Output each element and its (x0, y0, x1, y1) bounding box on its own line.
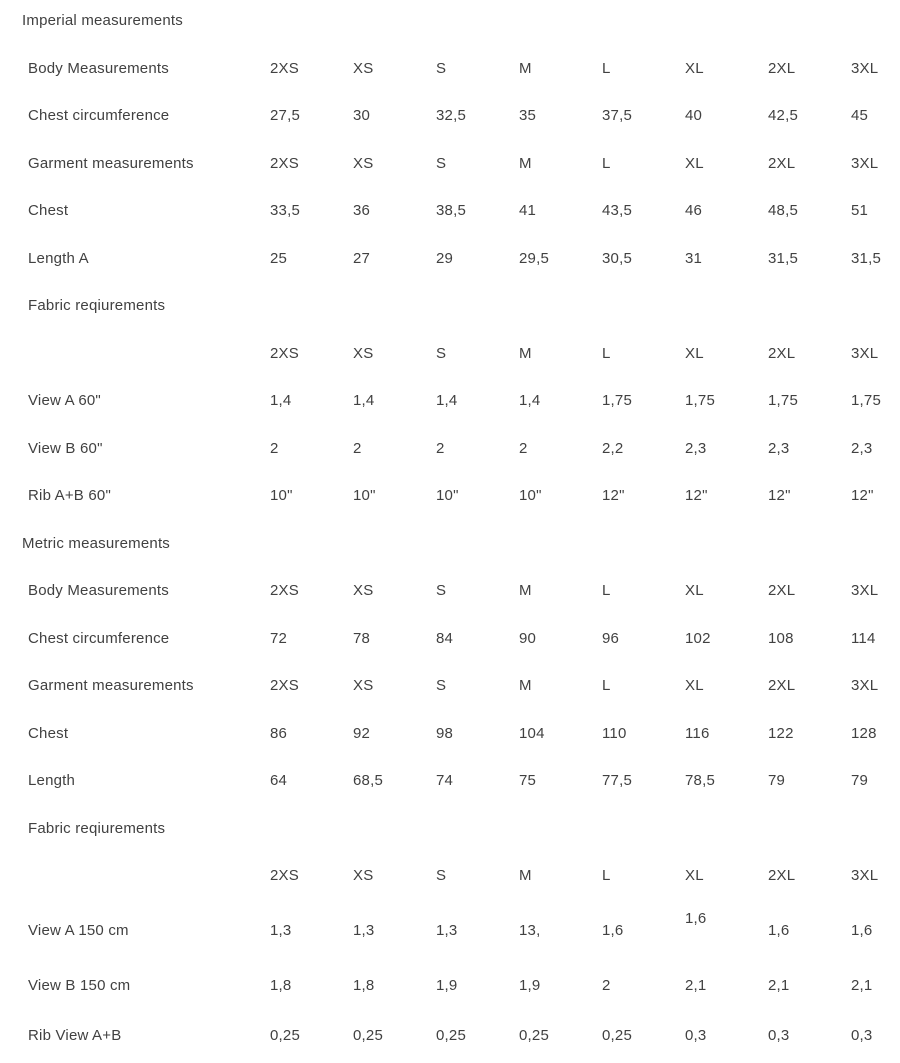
cell-rib-ab-60-xl: 12" (685, 487, 708, 504)
chest-metric-row (0, 724, 900, 772)
cell-view-a-150-s: 1,3 (436, 921, 458, 939)
cell-chest-imperial-l: 43,5 (602, 202, 632, 219)
metric-heading-label: Metric measurements (22, 534, 171, 552)
cell-body-measurements-metric-2xl: 2XL (768, 582, 796, 599)
cell-view-a-60-m: 1,4 (519, 392, 541, 409)
cell-length-metric-l: 77,5 (602, 772, 632, 789)
cell-body-measurements-imperial-3xl: 3XL (851, 59, 879, 77)
cell-garment-measurements-imperial-l: L (602, 154, 611, 172)
cell-view-b-150-s: 1,9 (436, 977, 458, 994)
cell-body-measurements-imperial-2xs: 2XS (270, 59, 299, 77)
cell-chest-imperial-3xl: 51 (851, 202, 869, 219)
chest-circumference-imperial-row (0, 106, 900, 154)
cell-view-b-60-3xl: 2,3 (851, 439, 873, 457)
garment-measurements-metric-row (0, 676, 900, 724)
cell-garment-measurements-metric-l: L (602, 677, 611, 694)
cell-chest-circumference-imperial-m: 35 (519, 107, 537, 124)
cell-chest-circumference-imperial-xl: 40 (685, 107, 703, 124)
cell-chest-circumference-imperial-2xs: 27,5 (270, 107, 300, 124)
cell-chest-circumference-metric-l: 96 (602, 629, 620, 647)
cell-length-metric-2xs: 64 (270, 772, 288, 789)
fabric-reqiurements-imperial-label: Fabric reqiurements (28, 297, 166, 314)
cell-sizes-metric-xs: XS (353, 867, 374, 884)
cell-chest-metric-m: 104 (519, 724, 545, 742)
fabric-reqiurements-metric-label: Fabric reqiurements (28, 819, 166, 837)
cell-sizes-metric-3xl: 3XL (851, 867, 879, 884)
cell-chest-circumference-metric-2xs: 72 (270, 629, 288, 647)
garment-measurements-metric-label: Garment measurements (28, 677, 194, 694)
cell-sizes-imperial-2xl: 2XL (768, 344, 796, 362)
cell-sizes-imperial-s: S (436, 344, 447, 362)
cell-length-a-2xs: 25 (270, 249, 288, 267)
cell-body-measurements-metric-3xl: 3XL (851, 582, 879, 599)
view-a-150-label: View A 150 cm (28, 921, 129, 939)
cell-view-b-60-m: 2 (519, 439, 528, 457)
cell-view-a-60-s: 1,4 (436, 392, 458, 409)
cell-chest-circumference-imperial-xs: 30 (353, 107, 371, 124)
rib-view-ab-label: Rib View A+B (28, 1026, 122, 1044)
cell-garment-measurements-metric-xs: XS (353, 677, 374, 694)
cell-body-measurements-imperial-xl: XL (685, 59, 704, 77)
cell-rib-ab-60-2xl: 12" (768, 487, 791, 504)
body-measurements-metric-row (0, 581, 900, 629)
rib-view-ab-row (0, 1026, 900, 1063)
cell-length-metric-2xl: 79 (768, 772, 786, 789)
cell-length-metric-s: 74 (436, 772, 454, 789)
cell-chest-circumference-metric-3xl: 114 (851, 629, 876, 647)
sizes-imperial-row (0, 344, 900, 392)
cell-chest-metric-3xl: 128 (851, 724, 877, 742)
cell-sizes-imperial-l: L (602, 344, 611, 362)
cell-length-metric-xl: 78,5 (685, 772, 715, 789)
cell-garment-measurements-imperial-3xl: 3XL (851, 154, 879, 172)
cell-body-measurements-imperial-m: M (519, 59, 532, 77)
cell-length-metric-xs: 68,5 (353, 772, 383, 789)
cell-length-metric-m: 75 (519, 772, 537, 789)
chest-imperial-row (0, 201, 900, 249)
fabric-reqiurements-metric-row (0, 819, 900, 867)
cell-rib-ab-60-xs: 10" (353, 487, 376, 504)
cell-body-measurements-metric-xs: XS (353, 582, 374, 599)
cell-length-a-xs: 27 (353, 249, 371, 267)
cell-view-a-150-2xs: 1,3 (270, 921, 292, 939)
chest-circumference-metric-row (0, 629, 900, 677)
chest-metric-label: Chest (28, 724, 69, 742)
view-a-60-label: View A 60" (28, 392, 101, 409)
cell-view-b-150-m: 1,9 (519, 977, 541, 994)
sizes-metric-row (0, 866, 900, 914)
cell-sizes-imperial-xs: XS (353, 344, 374, 362)
cell-chest-circumference-metric-2xl: 108 (768, 629, 794, 647)
cell-chest-imperial-2xs: 33,5 (270, 202, 300, 219)
cell-view-b-60-l: 2,2 (602, 439, 624, 457)
body-measurements-metric-label: Body Measurements (28, 582, 169, 599)
cell-view-a-150-xs: 1,3 (353, 921, 375, 939)
cell-view-a-60-2xs: 1,4 (270, 392, 292, 409)
cell-view-b-150-l: 2 (602, 977, 611, 994)
cell-garment-measurements-metric-2xs: 2XS (270, 677, 299, 694)
cell-body-measurements-metric-m: M (519, 582, 532, 599)
cell-chest-metric-2xl: 122 (768, 724, 794, 742)
chest-circumference-metric-label: Chest circumference (28, 629, 170, 647)
cell-view-b-60-s: 2 (436, 439, 445, 457)
rib-ab-60-row (0, 486, 900, 534)
cell-sizes-imperial-3xl: 3XL (851, 344, 879, 362)
cell-garment-measurements-imperial-m: M (519, 154, 532, 172)
imperial-heading-row (0, 11, 900, 59)
cell-view-a-150-3xl: 1,6 (851, 921, 873, 939)
cell-garment-measurements-metric-xl: XL (685, 677, 704, 694)
view-a-60-row (0, 391, 900, 439)
view-b-60-row (0, 439, 900, 487)
imperial-heading-label: Imperial measurements (22, 12, 183, 29)
length-metric-label: Length (28, 772, 76, 789)
cell-rib-view-ab-2xl: 0,3 (768, 1026, 790, 1044)
cell-view-a-150-l: 1,6 (602, 921, 624, 939)
cell-chest-imperial-xl: 46 (685, 202, 703, 219)
cell-garment-measurements-metric-3xl: 3XL (851, 677, 879, 694)
cell-sizes-imperial-xl: XL (685, 344, 704, 362)
cell-chest-metric-xl: 116 (685, 724, 710, 742)
cell-rib-view-ab-xs: 0,25 (353, 1026, 383, 1044)
cell-view-b-150-xs: 1,8 (353, 977, 375, 994)
cell-body-measurements-imperial-xs: XS (353, 59, 374, 77)
cell-rib-view-ab-3xl: 0,3 (851, 1026, 873, 1044)
cell-garment-measurements-imperial-2xs: 2XS (270, 154, 299, 172)
cell-view-b-150-2xl: 2,1 (768, 977, 790, 994)
cell-rib-ab-60-l: 12" (602, 487, 625, 504)
cell-view-b-60-xl: 2,3 (685, 439, 707, 457)
cell-view-a-60-3xl: 1,75 (851, 392, 881, 409)
view-a-150-row (0, 909, 900, 969)
cell-chest-metric-2xs: 86 (270, 724, 288, 742)
length-a-row (0, 249, 900, 297)
cell-chest-metric-s: 98 (436, 724, 454, 742)
cell-chest-circumference-metric-xs: 78 (353, 629, 371, 647)
rib-ab-60-label: Rib A+B 60" (28, 487, 111, 504)
chest-circumference-imperial-label: Chest circumference (28, 107, 170, 124)
cell-sizes-metric-2xl: 2XL (768, 867, 796, 884)
cell-view-a-60-2xl: 1,75 (768, 392, 798, 409)
cell-view-a-150-m: 13, (519, 921, 541, 939)
cell-sizes-metric-l: L (602, 867, 611, 884)
cell-garment-measurements-imperial-s: S (436, 154, 447, 172)
cell-chest-circumference-imperial-s: 32,5 (436, 107, 466, 124)
cell-body-measurements-imperial-2xl: 2XL (768, 59, 796, 77)
cell-view-b-60-xs: 2 (353, 439, 362, 457)
cell-view-a-60-xs: 1,4 (353, 392, 375, 409)
cell-chest-circumference-metric-xl: 102 (685, 629, 711, 647)
view-b-150-label: View B 150 cm (28, 977, 131, 994)
cell-rib-ab-60-2xs: 10" (270, 487, 293, 504)
cell-view-a-150-xl: 1,6 (685, 909, 707, 927)
cell-chest-metric-xs: 92 (353, 724, 371, 742)
cell-body-measurements-imperial-s: S (436, 59, 447, 77)
cell-rib-view-ab-xl: 0,3 (685, 1026, 707, 1044)
cell-view-b-150-2xs: 1,8 (270, 977, 292, 994)
cell-garment-measurements-metric-s: S (436, 677, 447, 694)
cell-body-measurements-metric-2xs: 2XS (270, 582, 299, 599)
cell-rib-ab-60-m: 10" (519, 487, 542, 504)
cell-view-b-60-2xs: 2 (270, 439, 279, 457)
cell-chest-circumference-imperial-2xl: 42,5 (768, 107, 798, 124)
metric-heading-row (0, 534, 900, 582)
cell-view-a-60-xl: 1,75 (685, 392, 715, 409)
cell-chest-imperial-xs: 36 (353, 202, 371, 219)
chest-imperial-label: Chest (28, 202, 69, 219)
cell-sizes-metric-m: M (519, 867, 532, 884)
length-metric-row (0, 771, 900, 819)
cell-length-a-3xl: 31,5 (851, 249, 881, 267)
cell-chest-circumference-metric-s: 84 (436, 629, 454, 647)
cell-view-b-60-2xl: 2,3 (768, 439, 790, 457)
size-chart-table (0, 11, 900, 1063)
cell-view-b-150-3xl: 2,1 (851, 977, 873, 994)
cell-body-measurements-metric-xl: XL (685, 582, 704, 599)
cell-garment-measurements-metric-m: M (519, 677, 532, 694)
cell-length-a-l: 30,5 (602, 249, 632, 267)
cell-length-a-s: 29 (436, 249, 454, 267)
cell-garment-measurements-imperial-2xl: 2XL (768, 154, 796, 172)
length-a-label: Length A (28, 249, 89, 267)
cell-chest-imperial-m: 41 (519, 202, 537, 219)
cell-length-a-2xl: 31,5 (768, 249, 798, 267)
cell-garment-measurements-imperial-xl: XL (685, 154, 704, 172)
cell-rib-view-ab-s: 0,25 (436, 1026, 466, 1044)
cell-view-a-150-2xl: 1,6 (768, 921, 790, 939)
cell-chest-circumference-imperial-l: 37,5 (602, 107, 632, 124)
cell-length-a-xl: 31 (685, 249, 703, 267)
cell-rib-view-ab-2xs: 0,25 (270, 1026, 300, 1044)
cell-chest-imperial-2xl: 48,5 (768, 202, 798, 219)
cell-rib-ab-60-s: 10" (436, 487, 459, 504)
cell-body-measurements-imperial-l: L (602, 59, 611, 77)
cell-rib-view-ab-m: 0,25 (519, 1026, 549, 1044)
body-measurements-imperial-label: Body Measurements (28, 59, 169, 77)
cell-garment-measurements-metric-2xl: 2XL (768, 677, 796, 694)
cell-sizes-metric-2xs: 2XS (270, 867, 299, 884)
view-b-60-label: View B 60" (28, 439, 103, 457)
cell-chest-circumference-metric-m: 90 (519, 629, 537, 647)
cell-rib-view-ab-l: 0,25 (602, 1026, 632, 1044)
garment-measurements-imperial-label: Garment measurements (28, 154, 194, 172)
cell-length-metric-3xl: 79 (851, 772, 869, 789)
cell-length-a-m: 29,5 (519, 249, 549, 267)
cell-chest-imperial-s: 38,5 (436, 202, 466, 219)
garment-measurements-imperial-row (0, 154, 900, 202)
cell-sizes-metric-s: S (436, 867, 447, 884)
cell-rib-ab-60-3xl: 12" (851, 487, 874, 504)
cell-view-b-150-xl: 2,1 (685, 977, 707, 994)
view-b-150-row (0, 976, 900, 1024)
cell-chest-circumference-imperial-3xl: 45 (851, 107, 869, 124)
cell-sizes-metric-xl: XL (685, 867, 704, 884)
cell-garment-measurements-imperial-xs: XS (353, 154, 374, 172)
cell-body-measurements-metric-l: L (602, 582, 611, 599)
cell-sizes-imperial-2xs: 2XS (270, 344, 299, 362)
cell-view-a-60-l: 1,75 (602, 392, 632, 409)
body-measurements-imperial-row (0, 59, 900, 107)
cell-body-measurements-metric-s: S (436, 582, 447, 599)
fabric-reqiurements-imperial-row (0, 296, 900, 344)
cell-sizes-imperial-m: M (519, 344, 532, 362)
cell-chest-metric-l: 110 (602, 724, 627, 742)
